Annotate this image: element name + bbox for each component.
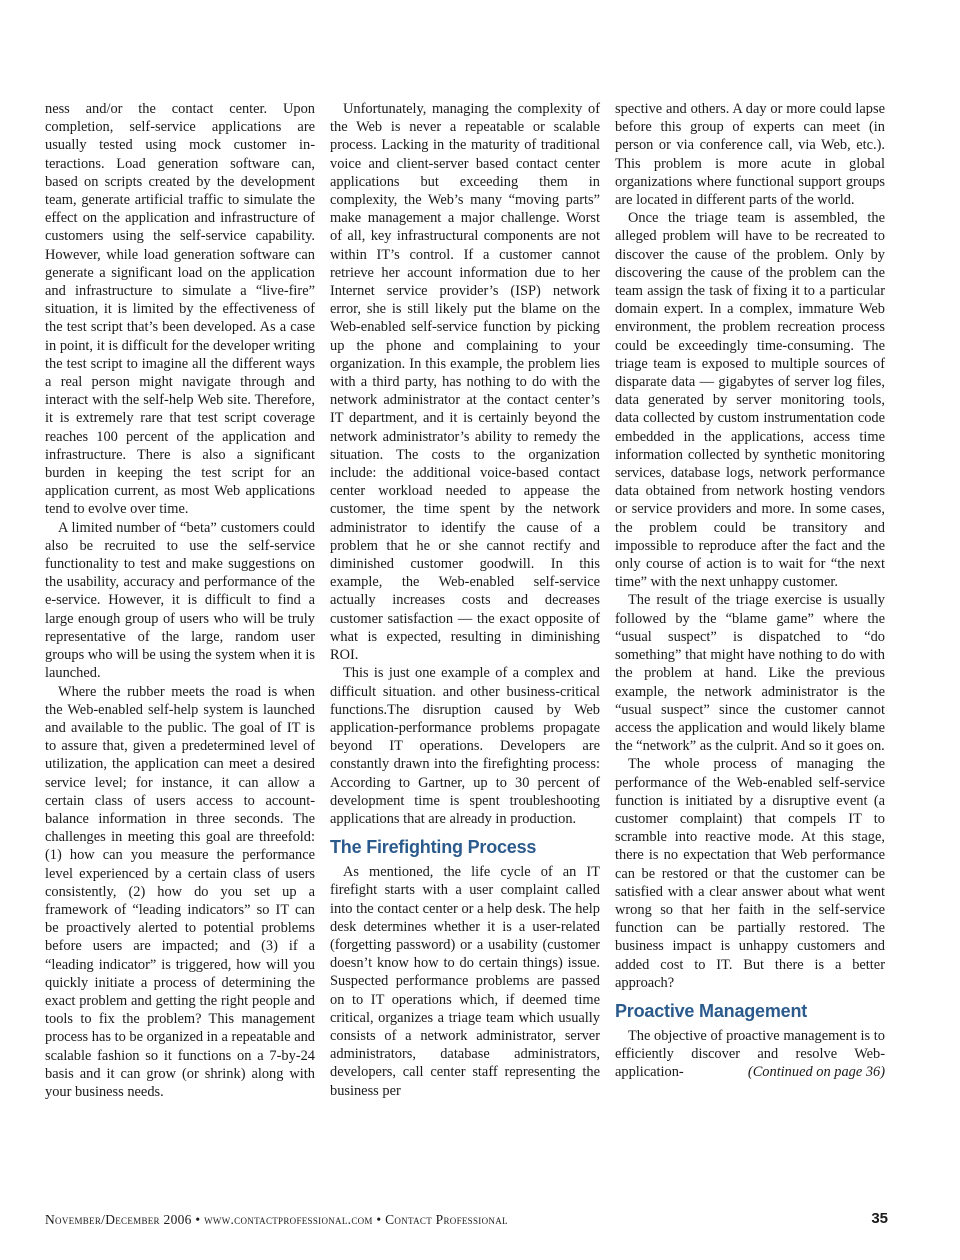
paragraph: A limited number of “beta” customers could also be recruited to use the self-service functionality to test and make suggestions on the usability, accuracy and performance of the e-service. However, it is difficult to find a large enough group of users who will be truly representative of the large, random user groups who will be using the system when it is launched. bbox=[45, 519, 315, 682]
column-3 bbox=[615, 100, 885, 1082]
page-footer: November/December 2006 • www.contactprofessional.com • Contact Professional bbox=[45, 1212, 508, 1227]
column-1 bbox=[45, 100, 315, 1101]
paragraph: Once the triage team is assembled, the alleged problem will have to be recreated to discover the cause of the problem. Only by discovering the cause of the problem can the team assign the task of fixing it to a particular domain expert. In a complex, immature Web environment, the problem recreation process could be exceedingly time-consuming. The triage team is exposed to multiple sources of disparate data — gigabytes of server log files, data generated by server monitoring tools, data collected by custom instrumentation code embedded in the applications, access time information collected by synthetic monitoring services, database logs, network performance data obtained from network hosting vendors or service providers and more. In some cases, the problem could be transitory and impossible to reproduce after the fact and the only course of action is to wait for “the next time” with the next unhappy customer. bbox=[615, 210, 885, 591]
paragraph bbox=[615, 1027, 885, 1082]
paragraph: As mentioned, the life cycle of an IT firefight starts with a user complaint called into the contact center or a help desk. The help desk determines whether it is a user-related (forgetting password) or a usability (customer doesn’t know how to do certain things) issue. Suspected performance problems are passed on to IT operations which, if deemed time critical, organizes a triage team which usually consists of a network administrator, server administrators, database administrators, developers, call center staff representing the business per bbox=[330, 864, 600, 1099]
paragraph: The result of the triage exercise is usually followed by the “blame game” where the “usual suspect” is dispatched to “do something” that might have nothing to do with the problem at hand. Like the previous example, the network administrator is the “usual suspect” since the customer cannot access the application and would likely blame the “network” as the culprit. And so it goes on. bbox=[615, 592, 885, 755]
paragraph: spective and others. A day or more could lapse before this group of experts can meet (in person or via conference call, via Web, etc.). This problem is more acute in global organizations where functional support groups are located in different parts of the world. bbox=[615, 101, 885, 209]
paragraph-text: The objective of proactive management is to efficiently discover and resolve Web-application- bbox=[615, 1027, 885, 1081]
paragraph: The whole process of managing the performance of the Web-enabled self-service function is initiated by a disruptive event (a customer complaint) that compels IT to scramble into reactive mode. At this stage, there is no expectation that Web performance can be restored or that the customer can be satisfied with a clear answer about what went wrong so that her faith in the self-service function can be partially restored. The business impact is unhappy customers and added cost to IT. But there is a better approach? bbox=[615, 756, 885, 991]
section-heading-proactive: Proactive Management bbox=[615, 1000, 808, 1021]
page-number: 35 bbox=[871, 1210, 888, 1227]
paragraph: Unfortunately, managing the complexity of the Web is never a repeatable or scalable process. Lacking in the maturity of traditional voice and client-server based contact center applications but exceeding them in complexity, the Web’s many “moving parts” make management a major challenge. Worst of all, key infrastructural components are not within IT’s control. If a customer cannot retrieve her account information due to her Internet service provider’s (ISP) network error, she is still likely put the blame on the Web-enabled self-service function by picking up the phone and complaining to your organization. In this example, the problem lies with a third party, has nothing to do with the network administrator at the contact center’s IT department, and it is certainly beyond the network administrator’s ability to remedy the situation. The costs to the organization include: the additional voice-based contact center workload needed to appease the customer, the time spent by the network administrator to identify the cause of a problem that he or she cannot rectify and diminished customer goodwill. In this example, the Web-enabled self-service actually increases costs and decreases customer satisfaction — the exact opposite of what is expected, resulting in diminishing ROI. bbox=[330, 101, 600, 664]
column-2 bbox=[330, 100, 600, 1100]
continued-note: (Continued on page 36) bbox=[747, 1064, 885, 1081]
paragraph: Where the rubber meets the road is when the Web-enabled self-help system is launched and available to the public. The goal of IT is to assure that, given a predetermined level of utilization, the application can meet a desired service level; for instance, it can allow a certain class of users access to account-balance information in three seconds. The challenges in meeting this goal are threefold: (1) how can you measure the performance level experienced by a certain class of users consistently, (2) how do you set up a framework of “leading indicators” so IT can be proactively alerted to potential problems before users are impacted; and (3) if a “leading indicator” is triggered, how will you quickly initiate a process of determining the exact problem and getting the right people and tools to fix the problem? This management process has to be organized in a repeatable and scalable fashion so it functions on a 7-by-24 basis and it can grow (or shrink) along with your business needs. bbox=[45, 683, 315, 1100]
section-heading-firefighting: The Firefighting Process bbox=[330, 837, 537, 858]
paragraph: This is just one example of a complex and difficult situation. and other business-critical functions.The disruption caused by Web application-performance problems propagate beyond IT operations. Developers are constantly drawn into the firefighting process: According to Gartner, up to 30 percent of development time is spent troubleshooting applications that are already in production. bbox=[330, 665, 600, 827]
paragraph: ness and/or the contact center. Upon completion, self-service applications are usually tested using mock customer interactions. Load generation software can, based on scripts created by the development team, generate artificial traffic to simulate the effect on the application and infrastructure of customers using the self-service capability. However, while load generation software can generate a significant load on the application and infrastructure to simulate a “live-fire” situation, it is limited by the effectiveness of the test script that’s been developed. As a case in point, it is difficult for the developer writing the test script to imagine all the different ways a real person might navigate through and interact with the self-help Web site. Therefore, it is extremely rare that test script coverage reaches 100 percent of the application and infrastructure. There is also a significant burden in keeping the test script for an application current, as most Web applications tend to evolve over time. bbox=[45, 101, 315, 518]
